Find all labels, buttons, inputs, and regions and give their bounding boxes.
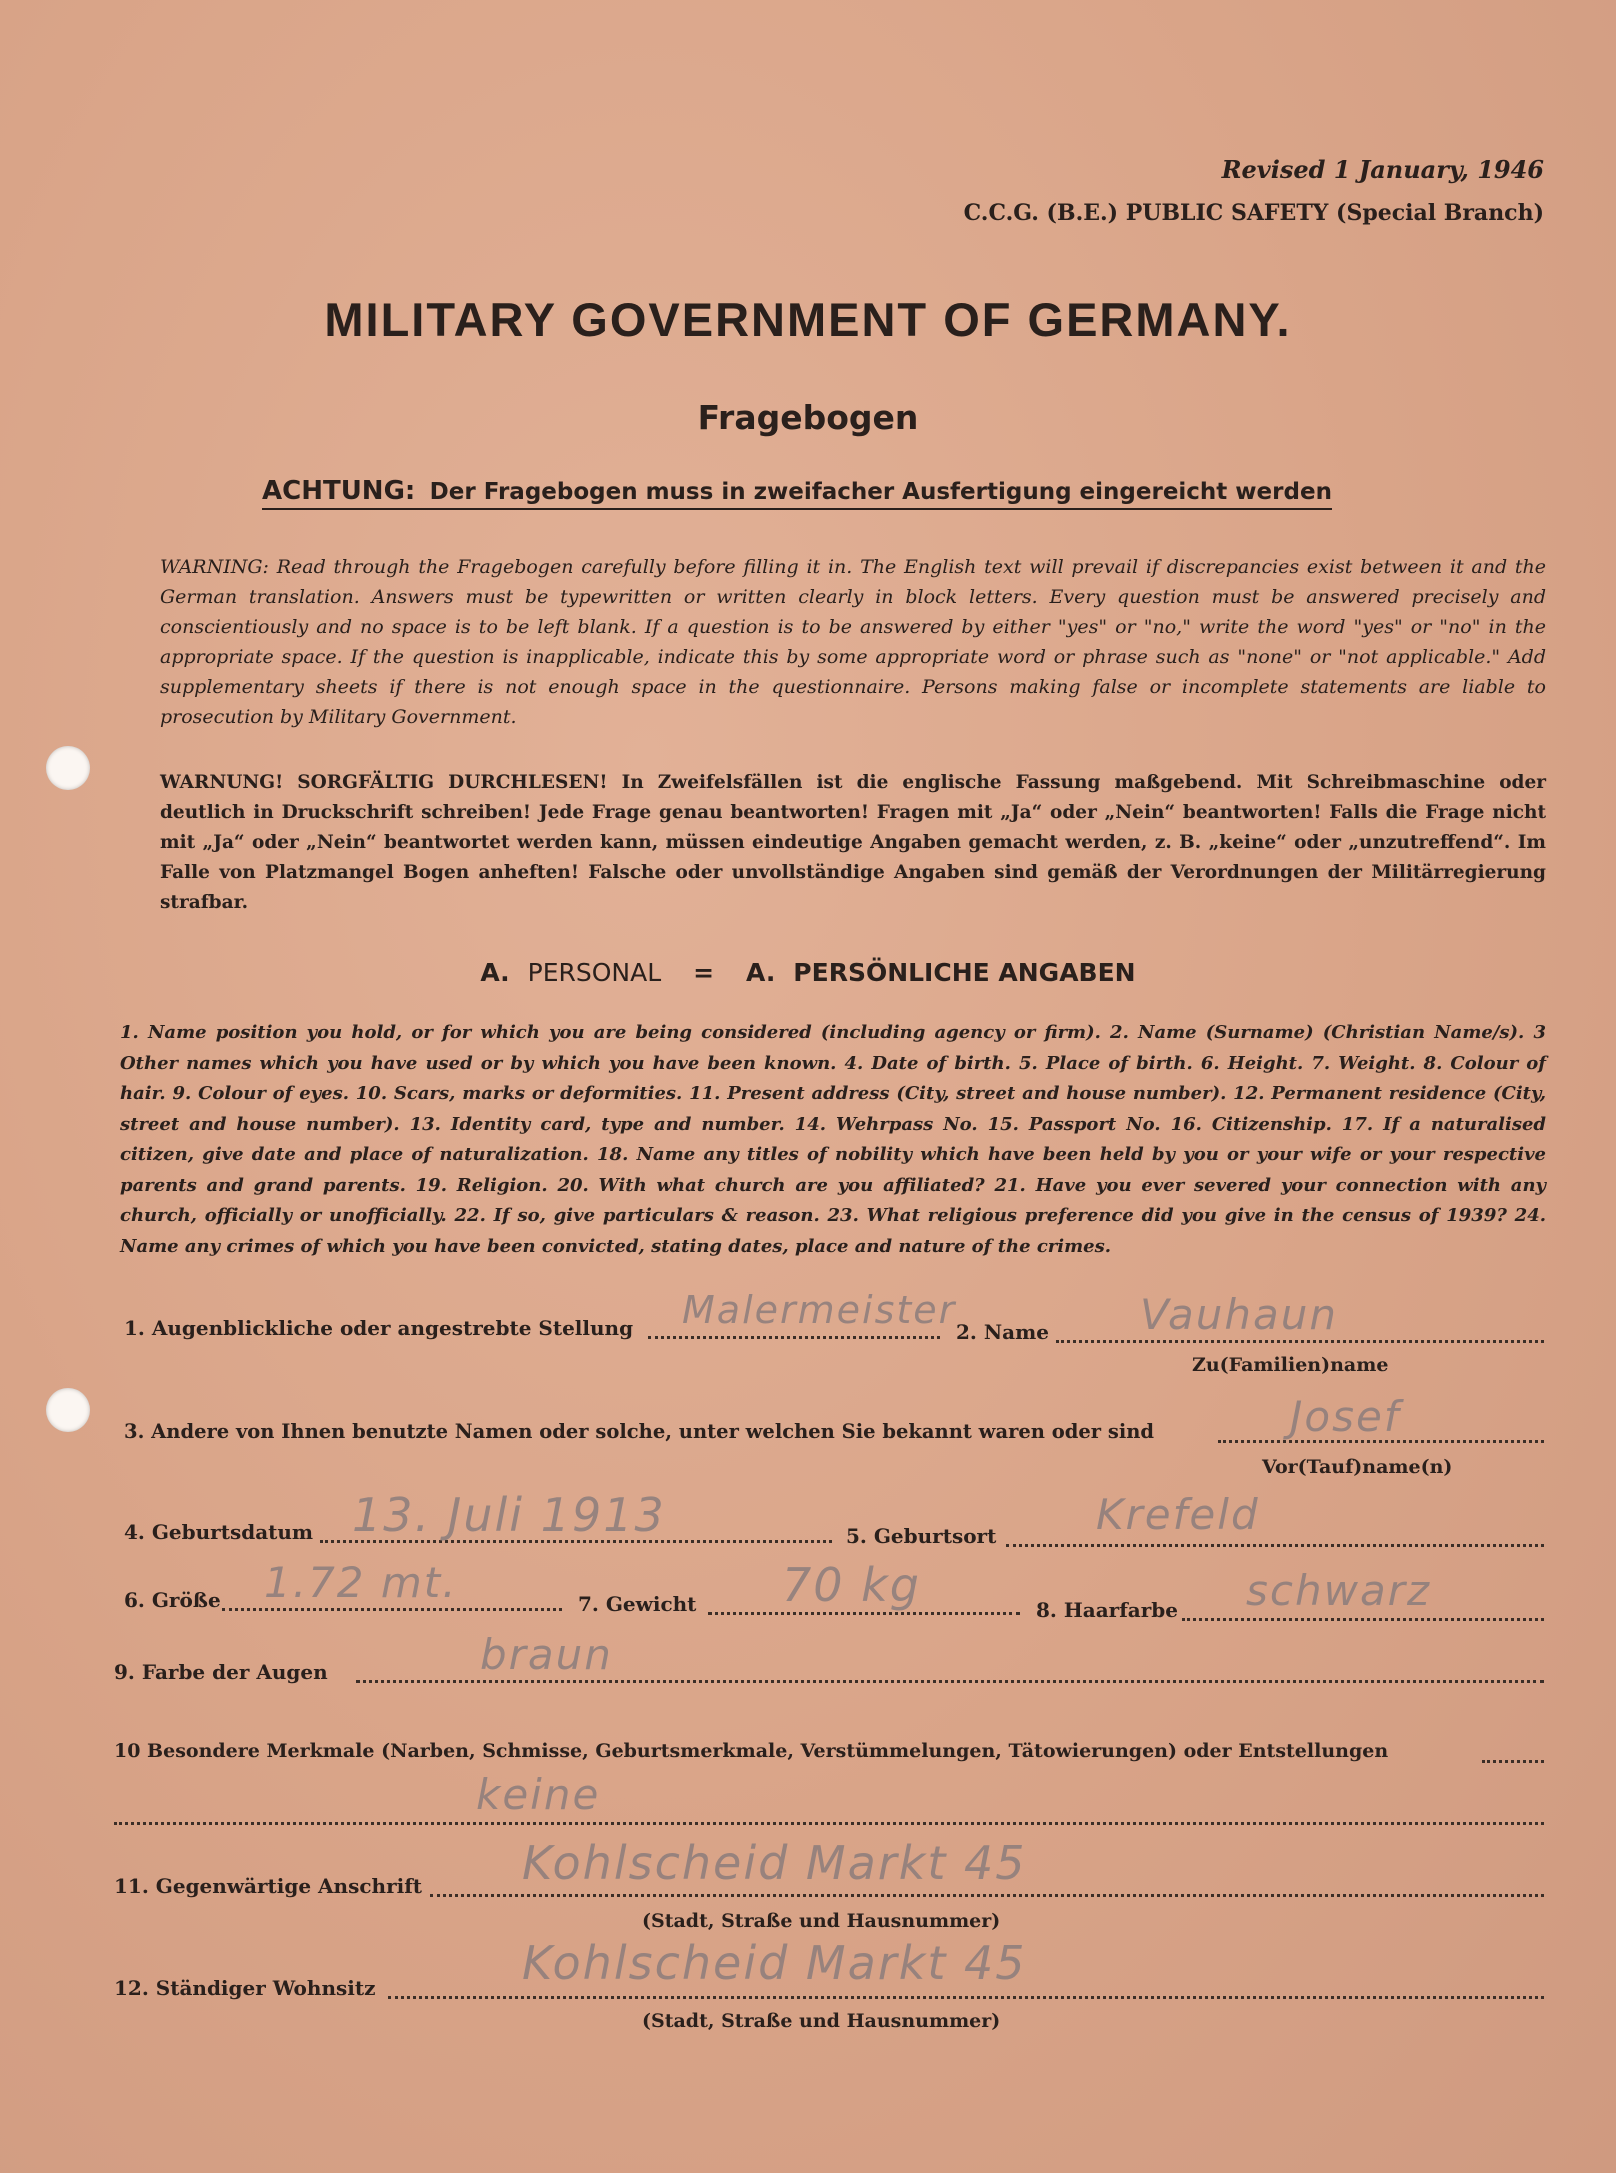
- q11-dotted-line: [430, 1894, 1544, 1897]
- q11-sublabel: (Stadt, Straße und Hausnummer): [642, 1910, 1001, 1932]
- achtung-text: Der Fragebogen muss in zweifacher Ausfertigung eingereicht werden: [429, 479, 1332, 505]
- q10-label: 10 Besondere Merkmale (Narben, Schmisse, Geburtsmerkmale, Verstümmelungen, Tätowierungen) oder Entstellungen: [114, 1740, 1389, 1762]
- q8-handwritten-value: schwarz: [1246, 1566, 1431, 1615]
- q7-handwritten-value: 70 kg: [782, 1558, 921, 1612]
- q2-handwritten-value: Vauhaun: [1140, 1290, 1338, 1339]
- section-title-en: PERSONAL: [527, 958, 662, 987]
- q6-label: 6. Größe: [124, 1588, 221, 1612]
- q9-dotted-line: [356, 1680, 1544, 1683]
- q10-dotted-line: [114, 1822, 1544, 1825]
- q3-sublabel: Vor(Tauf)name(n): [1262, 1456, 1453, 1478]
- q1-dotted-line: [648, 1336, 940, 1339]
- page-title: MILITARY GOVERNMENT OF GERMANY.: [324, 293, 1292, 346]
- q11-handwritten-value: Kohlscheid Markt 45: [522, 1836, 1027, 1890]
- q12-handwritten-value: Kohlscheid Markt 45: [522, 1936, 1027, 1990]
- q2-label: 2. Name: [956, 1320, 1049, 1344]
- q7-label: 7. Gewicht: [578, 1592, 697, 1616]
- section-letter-en: A.: [480, 958, 510, 987]
- q12-label: 12. Ständiger Wohnsitz: [114, 1976, 376, 2000]
- q9-label: 9. Farbe der Augen: [114, 1660, 328, 1684]
- achtung-notice: [262, 476, 1332, 510]
- q1-handwritten-value: Malermeister: [682, 1288, 957, 1332]
- branch-label: C.C.G. (B.E.) PUBLIC SAFETY (Special Branch): [963, 200, 1544, 226]
- q5-dotted-line: [1006, 1544, 1544, 1547]
- page-subtitle: Fragebogen: [697, 398, 919, 437]
- q10-handwritten-value: keine: [476, 1770, 601, 1819]
- achtung-label: ACHTUNG:: [262, 476, 416, 506]
- q11-label: 11. Gegenwärtige Anschrift: [114, 1874, 423, 1898]
- q12-sublabel: (Stadt, Straße und Hausnummer): [642, 2010, 1001, 2032]
- q12-dotted-line: [388, 1996, 1544, 1999]
- q8-dotted-line: [1182, 1618, 1544, 1621]
- q9-handwritten-value: braun: [480, 1630, 613, 1679]
- q1-label: 1. Augenblickliche oder angestrebte Stellung: [124, 1316, 634, 1340]
- revised-date: Revised 1 January, 1946: [1221, 155, 1544, 184]
- q6-dotted-line: [222, 1608, 562, 1611]
- q5-label: 5. Geburtsort: [846, 1524, 997, 1548]
- q4-label: 4. Geburtsdatum: [124, 1520, 314, 1544]
- q4-handwritten-value: 13. Juli 1913: [352, 1488, 666, 1542]
- q6-handwritten-value: 1.72 mt.: [264, 1558, 458, 1607]
- warning-english: WARNING: Read through the Fragebogen carefully before filling it in. The English text will prevail if discrepancies exist between it and the German translation. Answers must be typewritten or written clearly in block letters. Every question must be answered precisely and conscientiously and no space is to be left blank. If a question is to be answered by either "yes" or "no," write the word "yes" or "no" in the appropriate space. If the question is inapplicable, indicate this by some appropriate word or phrase such as "none" or "not applicable." Add supplementary sheets if there is not enough space in the questionnaire. Persons making false or incomplete statements are liable to prosecution by Military Government.: [160, 556, 1546, 728]
- warning-german: WARNUNG! SORGFÄLTIG DURCHLESEN! In Zweifelsfällen ist die englische Fassung maßgebend. Mit Schreibmaschine oder deutlich in Druckschrift schreiben! Jede Frage genau beantworten! Fragen mit „Ja“ oder „Nein“ beantworten! Falls die Frage nicht mit „Ja“ oder „Nein“ beantwortet werden kann, müssen eindeutige Angaben gemacht werden, z. B. „keine“ oder „unzutreffend“. Im Falle von Platzmangel Bogen anheften! Falsche oder unvollständige Angaben sind gemäß der Verordnungen der Militärregierung strafbar.: [160, 772, 1546, 913]
- punch-hole-top: [46, 746, 90, 790]
- section-letter-de: A.: [746, 958, 776, 987]
- questions-english: 1. Name position you hold, or for which you are being considered (including agency or firm). 2. Name (Surname) (Christian Name/s). 3 Other names which you have used or by which you have been known. 4. Date of birth. 5. Place of birth. 6. Height. 7. Weight. 8. Colour of hair. 9. Colour of eyes. 10. Scars, marks or deformities. 11. Present address (City, street and house number). 12. Permanent residence (City, street and house number). 13. Identity card, type and number. 14. Wehrpass No. 15. Passport No. 16. Citizenship. 17. If a naturalised citizen, give date and place of naturalization. 18. Name any titles of nobility which have been held by you or your wife or your respective parents and grand parents. 19. Religion. 20. With what church are you affiliated? 21. Have you ever severed your connection with any church, officially or unofficially. 22. If so, give particulars & reason. 23. What religious preference did you give in the census of 1939? 24. Name any crimes of which you have been convicted, stating dates, place and nature of the crimes.: [120, 1022, 1546, 1257]
- q10-dotted-line-end: [1482, 1760, 1544, 1763]
- q8-label: 8. Haarfarbe: [1036, 1598, 1179, 1622]
- section-heading: [0, 958, 1616, 987]
- q2-dotted-line: [1056, 1340, 1544, 1343]
- q5-handwritten-value: Krefeld: [1096, 1490, 1260, 1539]
- punch-hole-bottom: [46, 1388, 90, 1432]
- q2-sublabel: Zu(Familien)name: [1192, 1354, 1389, 1376]
- section-separator: =: [693, 958, 715, 987]
- q7-dotted-line: [708, 1612, 1020, 1615]
- section-title-de: PERSÖNLICHE ANGABEN: [793, 958, 1136, 987]
- q3-handwritten-value: Josef: [1290, 1392, 1401, 1441]
- q3-label: 3. Andere von Ihnen benutzte Namen oder solche, unter welchen Sie bekannt waren oder sind: [124, 1420, 1155, 1443]
